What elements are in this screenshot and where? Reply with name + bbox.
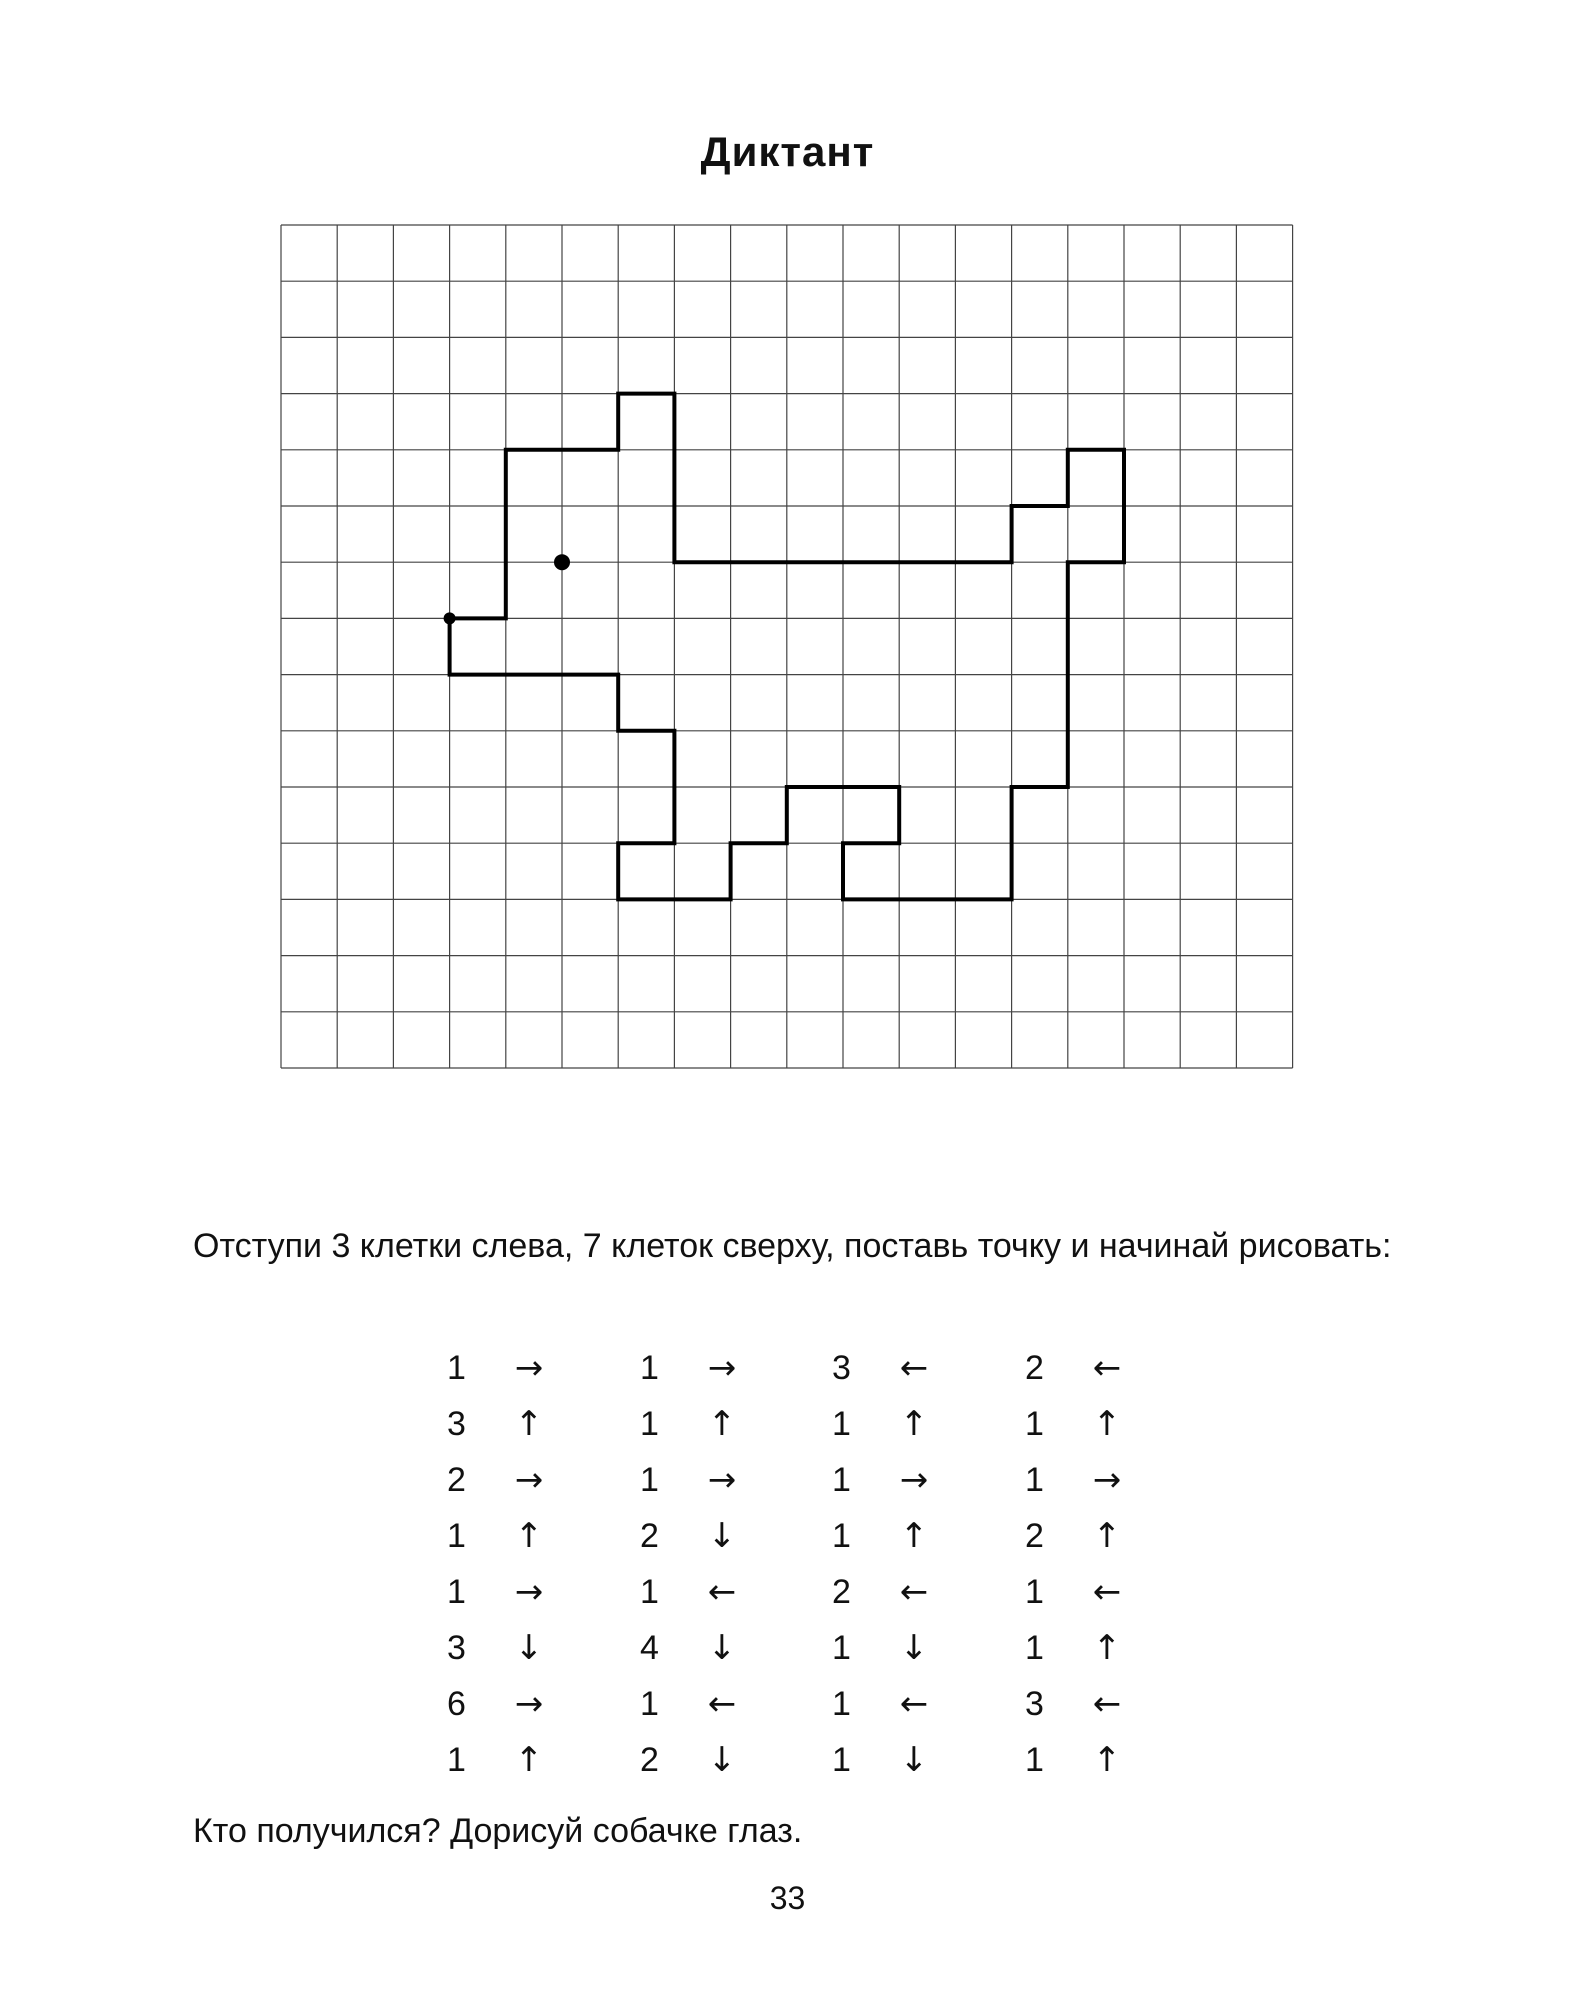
step-arrow: → xyxy=(514,1572,544,1612)
step-item xyxy=(832,1452,934,1508)
step-arrow: → xyxy=(707,1460,737,1500)
instruction-text: Отступи 3 клетки слева, 7 клеток сверху, поставь точку и начинай рисовать: xyxy=(193,1227,1392,1265)
step-arrow: ↑ xyxy=(514,1516,544,1556)
steps-table xyxy=(0,1340,1575,1810)
step-arrow: → xyxy=(1092,1460,1122,1500)
steps-column-1 xyxy=(447,1340,549,1788)
step-arrow: ↓ xyxy=(514,1628,544,1668)
step-arrow: → xyxy=(514,1460,544,1500)
step-item xyxy=(1025,1508,1127,1564)
start-dot xyxy=(444,612,456,624)
step-count: 2 xyxy=(447,1460,466,1499)
step-item xyxy=(640,1732,742,1788)
step-item xyxy=(1025,1676,1127,1732)
step-count: 1 xyxy=(640,1348,659,1387)
step-count: 2 xyxy=(832,1572,851,1611)
grid-lines xyxy=(281,225,1293,1068)
step-count: 2 xyxy=(1025,1516,1044,1555)
step-item xyxy=(447,1508,549,1564)
step-item xyxy=(1025,1396,1127,1452)
step-arrow: ← xyxy=(1092,1684,1122,1724)
step-count: 1 xyxy=(1025,1572,1044,1611)
step-count: 1 xyxy=(640,1572,659,1611)
step-count: 3 xyxy=(832,1348,851,1387)
step-item xyxy=(640,1340,742,1396)
step-count: 6 xyxy=(447,1684,466,1723)
step-item xyxy=(447,1396,549,1452)
step-item xyxy=(832,1676,934,1732)
step-arrow: ↑ xyxy=(1092,1404,1122,1444)
step-count: 1 xyxy=(447,1572,466,1611)
step-count: 3 xyxy=(447,1628,466,1667)
step-item xyxy=(1025,1732,1127,1788)
step-arrow: ↑ xyxy=(1092,1628,1122,1668)
step-arrow: ← xyxy=(899,1572,929,1612)
question-text: Кто получился? Дорисуй собачке глаз. xyxy=(193,1812,803,1850)
step-arrow: → xyxy=(899,1460,929,1500)
step-arrow: ↓ xyxy=(899,1628,929,1668)
page-title: Диктант xyxy=(700,128,875,175)
step-item xyxy=(640,1396,742,1452)
step-arrow: ← xyxy=(1092,1348,1122,1388)
step-count: 1 xyxy=(832,1628,851,1667)
step-item xyxy=(832,1340,934,1396)
steps-column-4 xyxy=(1025,1340,1127,1788)
step-item xyxy=(1025,1452,1127,1508)
step-arrow: ↑ xyxy=(899,1516,929,1556)
step-item xyxy=(447,1620,549,1676)
step-count: 4 xyxy=(640,1628,659,1667)
step-count: 3 xyxy=(1025,1684,1044,1723)
step-arrow: ↑ xyxy=(514,1740,544,1780)
step-count: 1 xyxy=(832,1684,851,1723)
step-arrow: → xyxy=(707,1348,737,1388)
step-item xyxy=(1025,1620,1127,1676)
step-arrow: ↓ xyxy=(899,1740,929,1780)
step-arrow: → xyxy=(514,1684,544,1724)
step-count: 1 xyxy=(1025,1404,1044,1443)
step-item xyxy=(640,1508,742,1564)
step-count: 2 xyxy=(1025,1348,1044,1387)
step-item xyxy=(640,1564,742,1620)
step-item xyxy=(640,1452,742,1508)
step-count: 2 xyxy=(640,1740,659,1779)
step-count: 1 xyxy=(447,1348,466,1387)
step-count: 1 xyxy=(640,1460,659,1499)
step-arrow: ↑ xyxy=(707,1404,737,1444)
step-item xyxy=(832,1396,934,1452)
steps-column-3 xyxy=(832,1340,934,1788)
step-count: 3 xyxy=(447,1404,466,1443)
step-count: 1 xyxy=(447,1516,466,1555)
step-count: 1 xyxy=(832,1516,851,1555)
step-count: 1 xyxy=(1025,1628,1044,1667)
step-count: 1 xyxy=(1025,1460,1044,1499)
step-item xyxy=(447,1676,549,1732)
steps-column-2 xyxy=(640,1340,742,1788)
step-item xyxy=(832,1620,934,1676)
step-arrow: ↓ xyxy=(707,1740,737,1780)
step-arrow: ← xyxy=(899,1348,929,1388)
step-item xyxy=(832,1508,934,1564)
step-item xyxy=(447,1340,549,1396)
step-arrow: ← xyxy=(1092,1572,1122,1612)
step-count: 1 xyxy=(447,1740,466,1779)
step-arrow: ↓ xyxy=(707,1516,737,1556)
step-arrow: ↑ xyxy=(899,1404,929,1444)
step-arrow: ← xyxy=(707,1684,737,1724)
step-count: 1 xyxy=(832,1740,851,1779)
step-arrow: ↑ xyxy=(1092,1740,1122,1780)
page-number: 33 xyxy=(769,1880,806,1916)
step-item xyxy=(640,1676,742,1732)
step-arrow: ↑ xyxy=(514,1404,544,1444)
step-count: 1 xyxy=(832,1404,851,1443)
step-arrow: ↓ xyxy=(707,1628,737,1668)
step-count: 1 xyxy=(1025,1740,1044,1779)
step-count: 1 xyxy=(832,1460,851,1499)
step-arrow: → xyxy=(514,1348,544,1388)
step-count: 1 xyxy=(640,1404,659,1443)
step-item xyxy=(832,1732,934,1788)
step-arrow: ↑ xyxy=(1092,1516,1122,1556)
step-count: 1 xyxy=(640,1684,659,1723)
step-item xyxy=(447,1452,549,1508)
step-item xyxy=(1025,1340,1127,1396)
step-item xyxy=(640,1620,742,1676)
step-item xyxy=(447,1732,549,1788)
step-arrow: ← xyxy=(899,1684,929,1724)
dog-eye xyxy=(554,554,570,570)
step-item xyxy=(1025,1564,1127,1620)
step-arrow: ← xyxy=(707,1572,737,1612)
step-item xyxy=(832,1564,934,1620)
step-item xyxy=(447,1564,549,1620)
step-count: 2 xyxy=(640,1516,659,1555)
